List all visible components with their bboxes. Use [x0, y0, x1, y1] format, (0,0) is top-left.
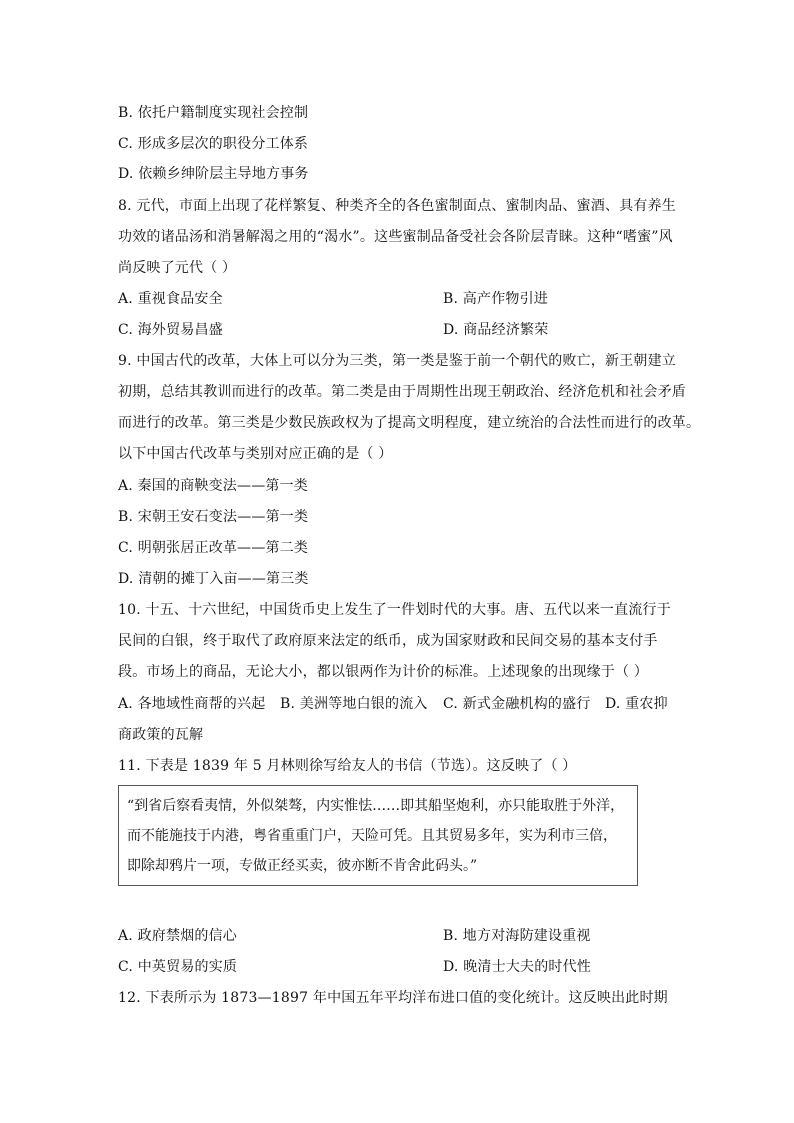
- q11-quote-line-2: 而不能施技于内港，粤省重重门户，天险可凭。且其贸易多年，实为利市三倍，: [127, 828, 617, 844]
- q8-option-c: C. 海外贸易昌盛: [118, 322, 223, 338]
- q11-quote-box: [118, 785, 638, 886]
- q8-stem-line-1: 8. 元代，市面上出现了花样繁复、种类齐全的各色蜜制面点、蜜制肉品、蜜酒、具有养生: [118, 198, 677, 214]
- q10-option-d-continued: 商政策的瓦解: [118, 727, 204, 743]
- q10-stem-line-1: 10. 十五、十六世纪，中国货币史上发生了一件划时代的大事。唐、五代以来一直流行于: [118, 602, 671, 618]
- q11-quote-line-3: 即除却鸦片一项，专做正经买卖，彼亦断不肯舍此码头。”: [127, 858, 478, 874]
- q9-stem-line-3: 而进行的改革。第三类是少数民族政权为了提高文明程度，建立统治的合法性而进行的改革。: [118, 415, 701, 431]
- q11-option-c: C. 中英贸易的实质: [118, 959, 238, 975]
- q10-stem-line-3: 段。市场上的商品，无论大小，都以银两作为计价的标准。上述现象的出现缘于（ ）: [118, 664, 649, 680]
- q11-quote-line-1: “到省后察看夷情，外似桀骜，内实惟怯……即其船坚炮利，亦只能取胜于外洋，: [127, 798, 625, 814]
- q9-stem-line-4: 以下中国古代改革与类别对应正确的是（ ）: [118, 446, 393, 462]
- q9-option-d: D. 清朝的摊丁入亩——第三类: [118, 571, 309, 587]
- q12-stem-line-1: 12. 下表所示为 1873—1897 年中国五年平均洋布进口值的变化统计。这反映出此时期: [118, 990, 668, 1006]
- q9-option-c: C. 明朝张居正改革——第二类: [118, 540, 309, 556]
- q7-option-b: B. 依托户籍制度实现社会控制: [118, 105, 309, 121]
- q10-option-c: C. 新式金融机构的盛行: [443, 696, 591, 712]
- q11-stem: 11. 下表是 1839 年 5 月林则徐写给友人的书信（节选）。这反映了（ ）: [118, 758, 577, 774]
- q11-option-b: B. 地方对海防建设重视: [443, 928, 591, 944]
- q7-option-d: D. 依赖乡绅阶层主导地方事务: [118, 166, 309, 182]
- q10-stem-line-2: 民间的白银，终于取代了政府原来法定的纸币，成为国家财政和民间交易的基本支付手: [118, 633, 658, 649]
- q10-option-a: A. 各地域性商帮的兴起: [118, 696, 266, 712]
- q8-option-d: D. 商品经济繁荣: [443, 322, 549, 338]
- q11-option-d: D. 晚清士大夫的时代性: [443, 959, 592, 975]
- q10-option-b: B. 美洲等地白银的流入: [280, 696, 428, 712]
- q9-stem-line-2: 初期，总结其教训而进行的改革。第二类是由于周期性出现王朝政治、经济危机和社会矛盾: [118, 384, 686, 400]
- q10-option-d: D. 重农抑: [605, 696, 668, 712]
- q8-stem-line-3: 尚反映了元代（ ）: [118, 260, 237, 276]
- q8-option-b: B. 高产作物引进: [443, 291, 548, 307]
- q9-option-a: A. 秦国的商鞅变法——第一类: [118, 478, 309, 494]
- q8-option-a: A. 重视食品安全: [118, 291, 223, 307]
- q9-stem-line-1: 9. 中国古代的改革，大体上可以分为三类，第一类是鉴于前一个朝代的败亡，新王朝建立: [118, 353, 677, 369]
- q9-option-b: B. 宋朝王安石变法——第一类: [118, 509, 309, 525]
- q7-option-c: C. 形成多层次的职役分工体系: [118, 136, 309, 152]
- q8-stem-line-2: 功效的诸品汤和消暑解渴之用的“渴水”。这些蜜制品备受社会各阶层青睐。这种“嗜蜜”风: [118, 229, 673, 245]
- q11-option-a: A. 政府禁烟的信心: [118, 928, 238, 944]
